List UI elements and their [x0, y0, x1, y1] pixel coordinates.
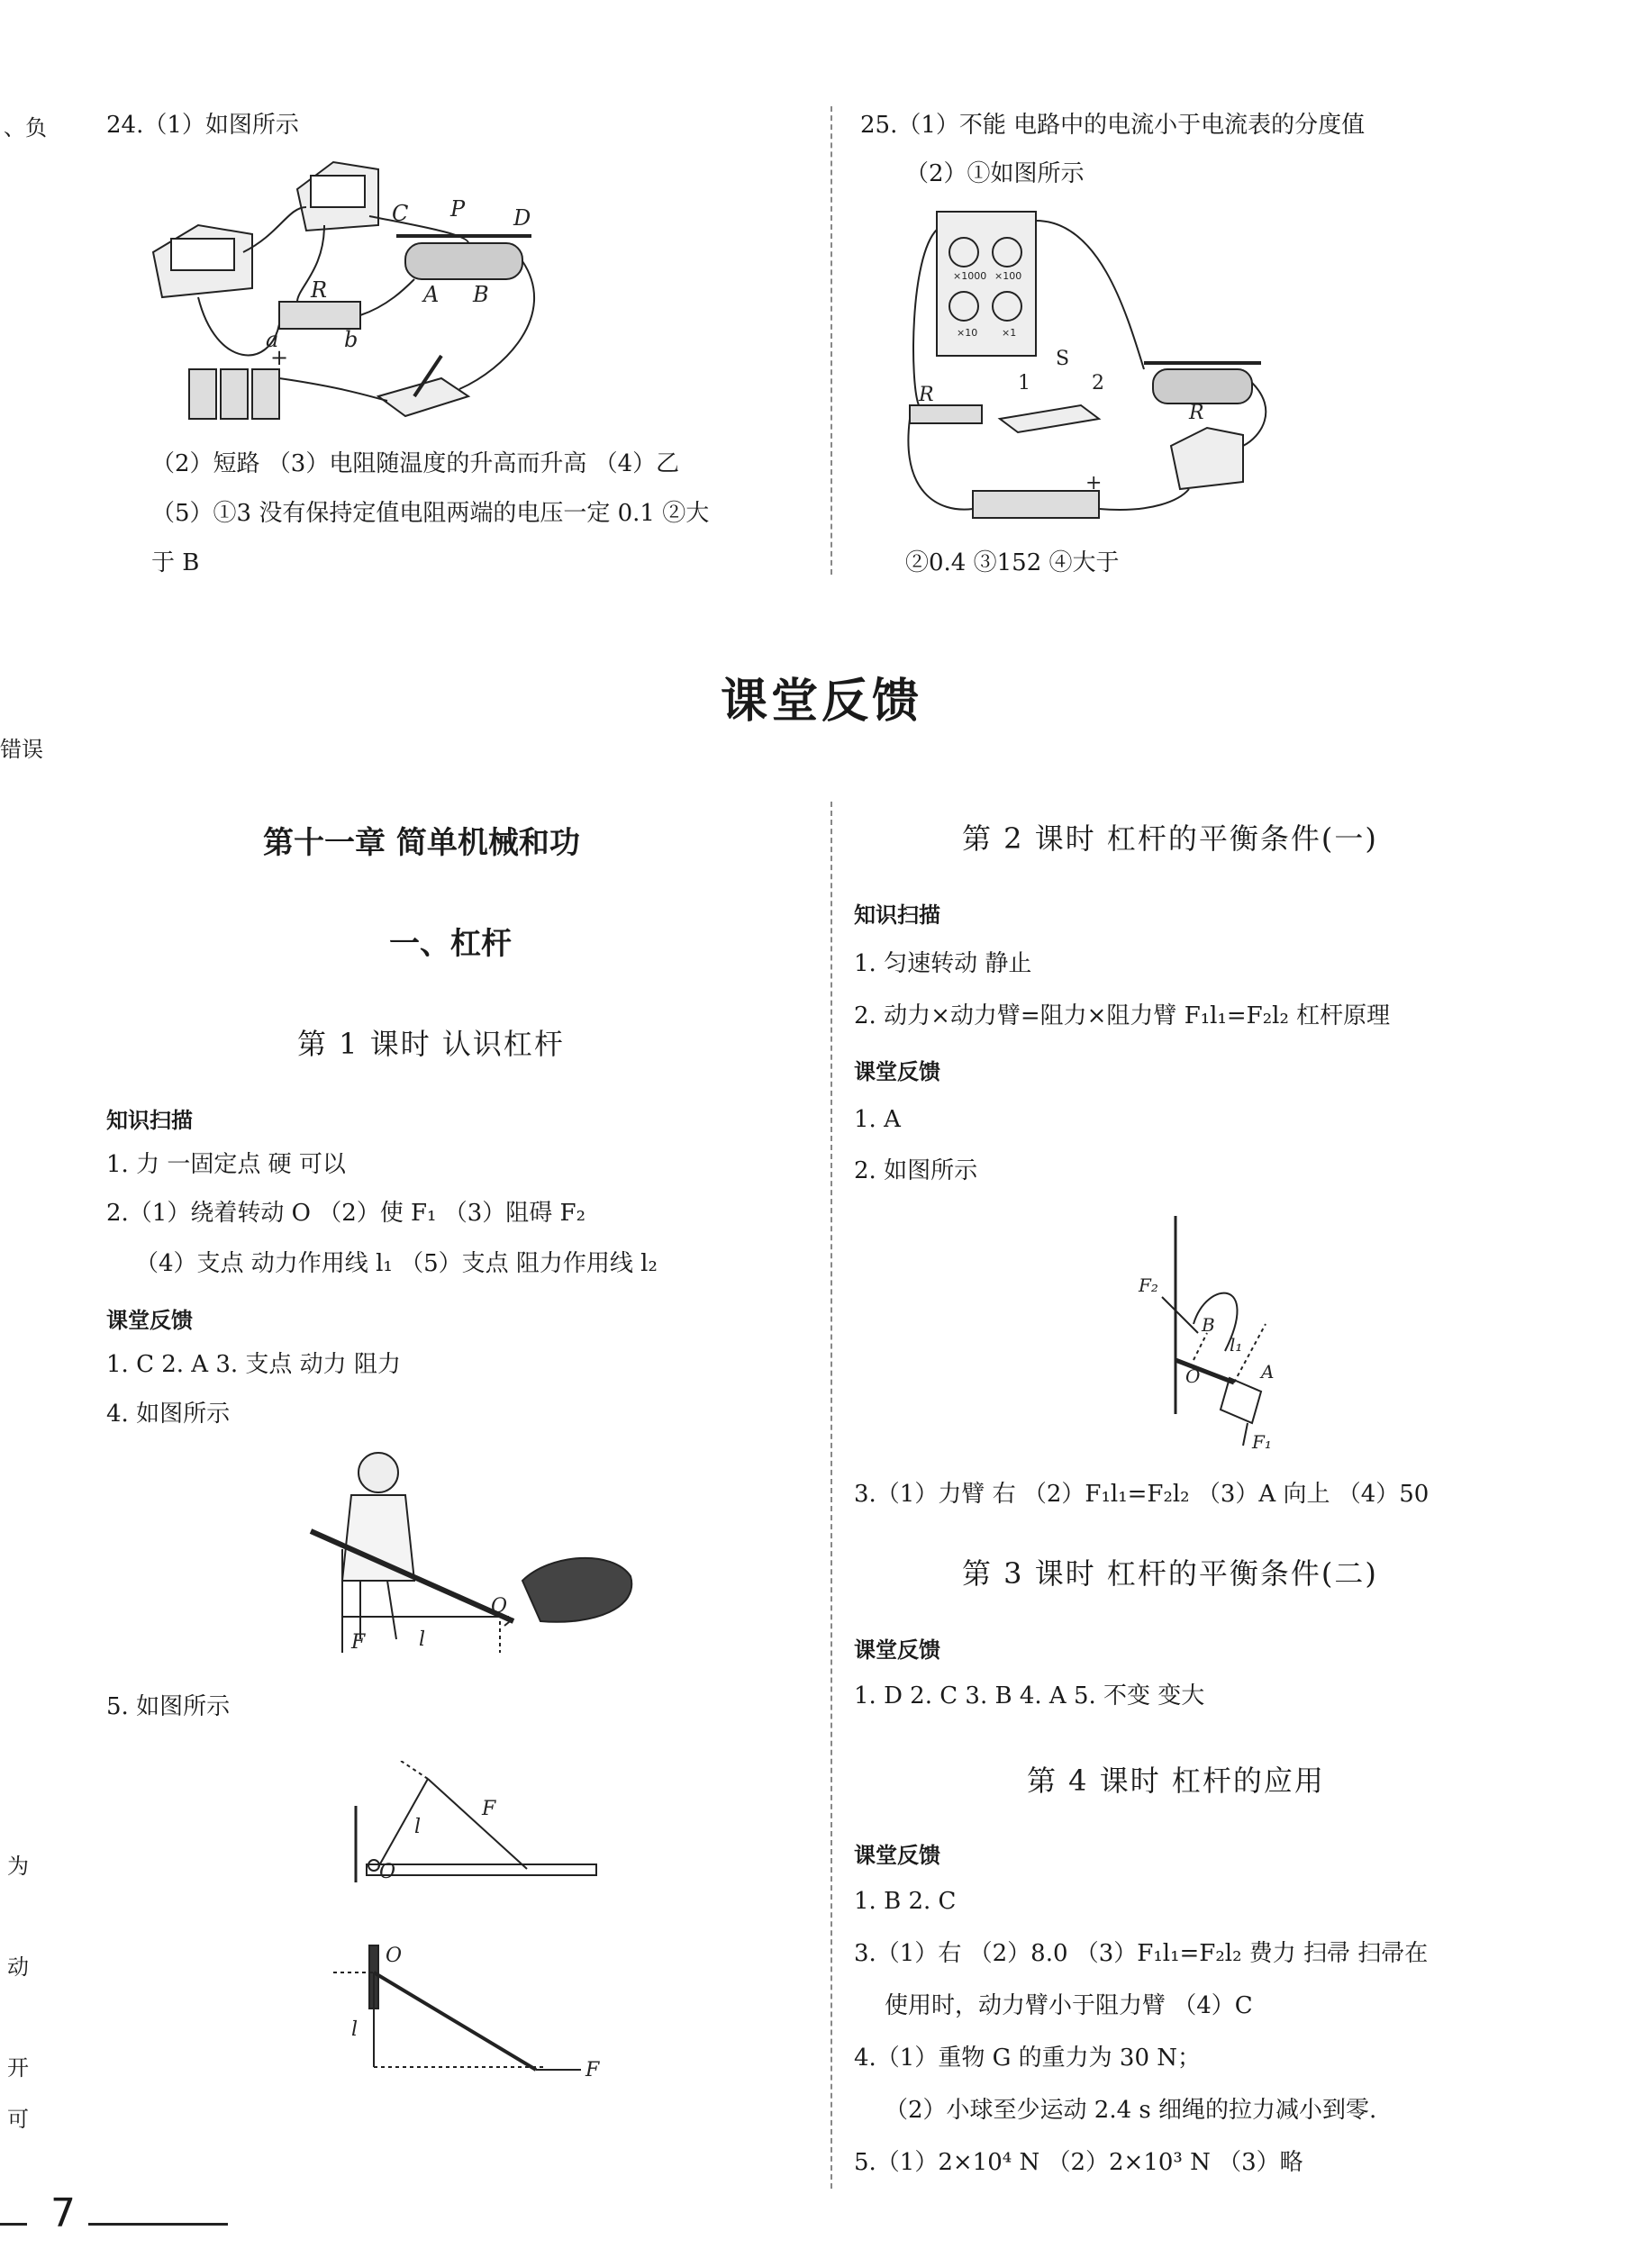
fig2-label: B: [1202, 1314, 1215, 1336]
label-fankui: 课堂反馈: [854, 1059, 940, 1084]
q24-line3: （5）①3 没有保持定值电阻两端的电压一定 0.1 ②大: [151, 500, 710, 527]
fig2-label: l₁: [1230, 1334, 1243, 1356]
q24-line2: （2）短路 （3）电阻随温度的升高而升高 （4）乙: [151, 450, 680, 477]
section-title: 课堂反馈: [721, 675, 923, 729]
right-line: 使用时，动力臂小于阻力臂 （4）C: [885, 1992, 1253, 2019]
fig5a-label: l: [414, 1816, 422, 1838]
label-fankui: 课堂反馈: [854, 1843, 940, 1868]
left-line: 4. 如图所示: [106, 1401, 231, 1428]
circuit-figure-24: [144, 153, 649, 441]
right-line: 1. A: [854, 1106, 901, 1133]
left-line: （4）支点 动力作用线 l₁ （5）支点 阻力作用线 l₂: [135, 1250, 658, 1277]
fig5a-label: F: [482, 1798, 496, 1820]
chapter-title: 第十一章 简单机械和功: [263, 825, 580, 861]
right-line: 2. 动力×动力臂=阻力×阻力臂 F₁l₁=F₂l₂ 杠杆原理: [854, 1002, 1391, 1029]
fig24-label: a: [266, 327, 279, 352]
lever-figure-5b: [324, 1936, 622, 2085]
label-fankui: 课堂反馈: [106, 1308, 193, 1333]
fig25-label: 1: [1018, 372, 1030, 394]
right-line: 2. 如图所示: [854, 1157, 978, 1184]
fig2-label: O: [1185, 1365, 1201, 1387]
fig25-label: +: [1085, 472, 1103, 494]
left-line: 2.（1）绕着转动 O （2）使 F₁ （3）阻碍 F₂: [106, 1200, 585, 1227]
fig2-label: A: [1261, 1361, 1275, 1383]
fig24-label: +: [270, 345, 289, 370]
q25-line2: （2）①如图所示: [905, 160, 1085, 187]
margin-fragment: 错误: [0, 737, 43, 762]
label-fankui: 课堂反馈: [854, 1637, 940, 1663]
fig2-label: F₁: [1252, 1431, 1272, 1450]
fig25-label: R: [1189, 402, 1204, 424]
lever-figure-2: [1126, 1216, 1324, 1450]
lesson-title: 第 4 课时 杠杆的应用: [1027, 1764, 1325, 1798]
circuit-figure-25: [901, 203, 1297, 536]
left-line: 5. 如图所示: [106, 1693, 231, 1720]
margin-fragment: 开: [7, 2055, 29, 2081]
fig25-box-label: ×1: [1002, 327, 1017, 339]
label-zhishi: 知识扫描: [854, 902, 940, 928]
column-divider: [831, 106, 832, 575]
fig25-label: S: [1056, 348, 1070, 370]
fig5b-label: l: [351, 2018, 359, 2041]
margin-fragment: 动: [7, 1954, 29, 1980]
lever-figure-5a: [347, 1761, 617, 1887]
lesson-title: 第 2 课时 杠杆的平衡条件(一): [962, 821, 1378, 856]
left-line: 1. 力 一固定点 硬 可以: [106, 1151, 346, 1178]
fig4-label: l: [419, 1628, 426, 1651]
fig24-label: A: [423, 282, 440, 307]
right-line: 3.（1）右 （2）8.0 （3）F₁l₁=F₂l₂ 费力 扫帚 扫帚在: [854, 1940, 1429, 1967]
fig25-label: R: [919, 384, 934, 406]
fig24-label: R: [311, 277, 328, 303]
fig25-box-label: ×1000: [953, 270, 987, 282]
column-divider: [831, 802, 832, 2189]
lesson-title: 第 1 课时 认识杠杆: [297, 1027, 565, 1061]
right-line: 4.（1）重物 G 的重力为 30 N；: [854, 2045, 1202, 2072]
fig4-label: F: [351, 1631, 366, 1654]
right-line: 1. 匀速转动 静止: [854, 950, 1032, 977]
fig24-label: P: [450, 196, 466, 222]
page-rule-right: [88, 2223, 228, 2226]
fig24-label: B: [473, 282, 489, 307]
margin-fragment: 为: [7, 1854, 29, 1879]
page-number: 7: [50, 2190, 76, 2236]
fig5b-label: O: [386, 1945, 403, 1967]
right-line: 1. D 2. C 3. B 4. A 5. 不变 变大: [854, 1682, 1205, 1709]
right-line: （2）小球至少运动 2.4 s 细绳的拉力减小到零.: [885, 2097, 1377, 2124]
lesson-title: 第 3 课时 杠杆的平衡条件(二): [962, 1556, 1378, 1591]
lever-figure-4: [306, 1446, 667, 1680]
fig24-label: C: [392, 201, 409, 226]
q25-line1: 25.（1）不能 电路中的电流小于电流表的分度值: [860, 112, 1366, 139]
fig24-label: b: [344, 327, 359, 352]
page-rule-left: [0, 2223, 27, 2226]
fig2-label: F₂: [1139, 1274, 1158, 1296]
fig25-box-label: ×100: [994, 270, 1022, 282]
right-line: 1. B 2. C: [854, 1888, 957, 1915]
fig5a-label: O: [379, 1861, 396, 1883]
margin-fragment: 、负: [4, 115, 47, 141]
fig24-label: D: [513, 205, 531, 231]
fig4-label: O: [491, 1595, 508, 1618]
fig25-box-label: ×10: [957, 327, 978, 339]
left-line: 1. C 2. A 3. 支点 动力 阻力: [106, 1351, 401, 1378]
fig25-label: 2: [1092, 372, 1104, 394]
q24-line1: 24.（1）如图所示: [106, 112, 299, 139]
margin-fragment: 可: [7, 2107, 29, 2132]
q25-line3: ②0.4 ③152 ④大于: [905, 549, 1120, 576]
q24-line4: 于 B: [151, 549, 200, 576]
right-line: 5.（1）2×10⁴ N （2）2×10³ N （3）略: [854, 2149, 1303, 2176]
section-heading: 一、杠杆: [389, 926, 512, 962]
right-line: 3.（1）力臂 右 （2）F₁l₁=F₂l₂ （3）A 向上 （4）50: [854, 1481, 1430, 1508]
label-zhishi: 知识扫描: [106, 1108, 193, 1133]
fig5b-label: F: [585, 2059, 600, 2081]
